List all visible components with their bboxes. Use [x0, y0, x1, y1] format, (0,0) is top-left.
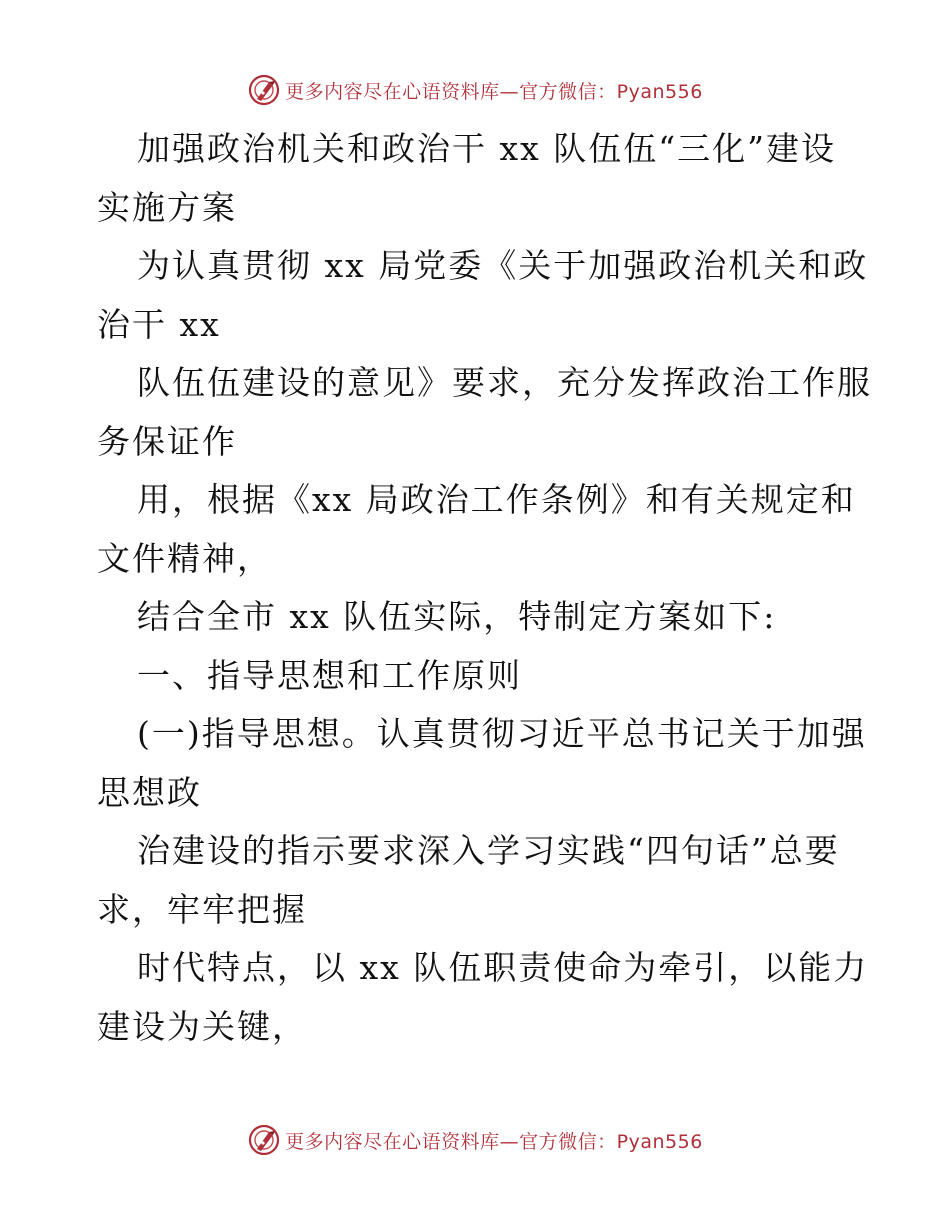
document-line: (一)指导思想。认真贯彻习近平总书记关于加强: [137, 714, 867, 753]
document-line: 建设为关键，: [97, 1006, 307, 1046]
document-line: 治干 xx: [97, 304, 221, 344]
document-line: 务保证作: [97, 421, 237, 461]
footer-banner-text: 更多内容尽在心语资料库—官方微信：Pyan556: [285, 1130, 703, 1153]
document-line: 求，牢牢把握: [97, 889, 307, 929]
document-line: 为认真贯彻 xx 局党委《关于加强政治机关和政: [137, 246, 869, 285]
pen-nib-logo-icon: [247, 73, 281, 107]
header-banner-text: 更多内容尽在心语资料库—官方微信：Pyan556: [285, 80, 703, 103]
document-line: 用，根据《xx 局政治工作条例》和有关规定和: [137, 480, 856, 519]
document-body: [97, 120, 872, 1056]
document-line: 加强政治机关和政治干 xx 队伍伍“三化”建设: [137, 129, 836, 168]
document-line: 结合全市 xx 队伍实际，特制定方案如下:: [137, 597, 777, 636]
document-line: 一、指导思想和工作原则: [137, 655, 522, 695]
document-line: 治建设的指示要求深入学习实践“四句话”总要: [137, 831, 840, 870]
header-banner: [0, 70, 950, 110]
footer-banner: [0, 1120, 950, 1160]
document-line: 实施方案: [97, 187, 237, 227]
document-line: 时代特点，以 xx 队伍职责使命为牵引，以能力: [137, 948, 869, 987]
document-line: 思想政: [97, 772, 202, 812]
document-line: 文件精神，: [97, 538, 272, 578]
document-line: 队伍伍建设的意见》要求，充分发挥政治工作服: [137, 363, 872, 402]
pen-nib-logo-icon: [247, 1123, 281, 1157]
